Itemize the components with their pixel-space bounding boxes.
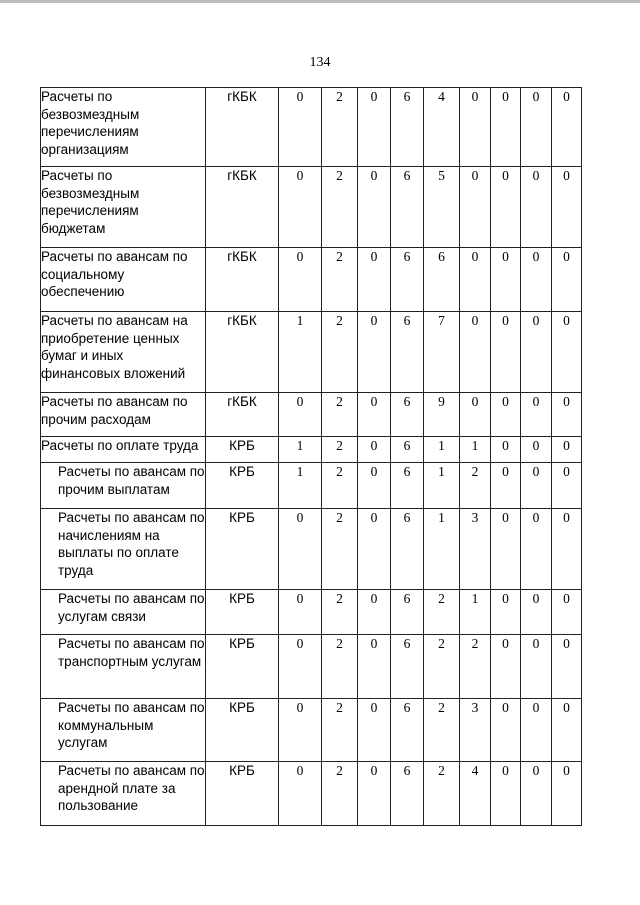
code-digit: 0 xyxy=(358,762,391,826)
code-digit: 0 xyxy=(279,699,322,762)
code-digit: 6 xyxy=(391,509,424,590)
code-digit: 6 xyxy=(391,248,424,312)
code-digit: 3 xyxy=(460,509,491,590)
code-digit: 0 xyxy=(358,509,391,590)
code-digit: 0 xyxy=(521,167,552,248)
code-digit: 0 xyxy=(279,762,322,826)
code-digit: 0 xyxy=(491,167,521,248)
table-row xyxy=(41,437,582,463)
row-code: КРБ xyxy=(206,635,279,699)
code-digit: 2 xyxy=(322,590,358,635)
code-digit: 4 xyxy=(460,762,491,826)
code-digit: 1 xyxy=(279,463,322,509)
code-digit: 6 xyxy=(391,762,424,826)
code-digit: 0 xyxy=(521,699,552,762)
row-code: КРБ xyxy=(206,509,279,590)
code-digit: 0 xyxy=(358,248,391,312)
code-digit: 9 xyxy=(424,393,460,437)
code-digit: 0 xyxy=(491,393,521,437)
code-digit: 1 xyxy=(460,590,491,635)
row-code: гКБК xyxy=(206,393,279,437)
code-digit: 0 xyxy=(521,312,552,393)
code-digit: 4 xyxy=(424,88,460,167)
code-digit: 0 xyxy=(491,463,521,509)
code-digit: 0 xyxy=(491,88,521,167)
code-digit: 0 xyxy=(552,463,582,509)
code-digit: 0 xyxy=(279,590,322,635)
code-digit: 6 xyxy=(391,312,424,393)
code-digit: 0 xyxy=(460,167,491,248)
code-digit: 0 xyxy=(552,437,582,463)
row-name: Расчеты по авансам по транспортным услугам xyxy=(41,635,206,699)
table-row xyxy=(41,699,582,762)
code-digit: 6 xyxy=(391,437,424,463)
code-digit: 0 xyxy=(552,88,582,167)
table-row xyxy=(41,312,582,393)
code-digit: 2 xyxy=(424,635,460,699)
code-digit: 0 xyxy=(491,590,521,635)
code-digit: 0 xyxy=(552,635,582,699)
code-digit: 1 xyxy=(424,437,460,463)
code-digit: 0 xyxy=(358,590,391,635)
code-digit: 6 xyxy=(391,393,424,437)
code-digit: 0 xyxy=(358,393,391,437)
code-digit: 6 xyxy=(391,635,424,699)
code-digit: 6 xyxy=(391,167,424,248)
code-digit: 0 xyxy=(552,762,582,826)
row-code: КРБ xyxy=(206,437,279,463)
code-digit: 0 xyxy=(358,635,391,699)
row-code: КРБ xyxy=(206,463,279,509)
code-digit: 0 xyxy=(279,393,322,437)
row-code: КРБ xyxy=(206,699,279,762)
table-row xyxy=(41,167,582,248)
row-name: Расчеты по безвозмездным перечислениям организациям xyxy=(41,88,206,167)
code-digit: 1 xyxy=(424,509,460,590)
row-name: Расчеты по авансам по арендной плате за пользование xyxy=(41,762,206,826)
code-digit: 0 xyxy=(358,88,391,167)
top-scan-border xyxy=(0,0,640,3)
code-digit: 0 xyxy=(552,590,582,635)
code-digit: 2 xyxy=(322,635,358,699)
table-row xyxy=(41,590,582,635)
code-digit: 6 xyxy=(391,463,424,509)
row-name: Расчеты по безвозмездным перечислениям бюджетам xyxy=(41,167,206,248)
row-name: Расчеты по авансам по услугам связи xyxy=(41,590,206,635)
code-digit: 2 xyxy=(322,699,358,762)
row-name: Расчеты по авансам по социальному обеспечению xyxy=(41,248,206,312)
code-digit: 0 xyxy=(552,699,582,762)
code-digit: 6 xyxy=(424,248,460,312)
code-digit: 2 xyxy=(322,762,358,826)
code-digit: 0 xyxy=(521,393,552,437)
row-code: гКБК xyxy=(206,312,279,393)
code-digit: 6 xyxy=(391,699,424,762)
code-digit: 0 xyxy=(552,509,582,590)
code-digit: 2 xyxy=(322,248,358,312)
code-digit: 2 xyxy=(322,437,358,463)
accounts-table xyxy=(40,87,582,826)
code-digit: 0 xyxy=(552,248,582,312)
code-digit: 2 xyxy=(322,463,358,509)
code-digit: 0 xyxy=(279,167,322,248)
code-digit: 0 xyxy=(521,248,552,312)
code-digit: 2 xyxy=(424,762,460,826)
code-digit: 0 xyxy=(552,393,582,437)
table-row xyxy=(41,88,582,167)
row-code: КРБ xyxy=(206,762,279,826)
code-digit: 0 xyxy=(358,312,391,393)
code-digit: 0 xyxy=(460,88,491,167)
row-name: Расчеты по авансам по начислениям на выплаты по оплате труда xyxy=(41,509,206,590)
page-number: 134 xyxy=(309,55,331,70)
code-digit: 0 xyxy=(521,762,552,826)
code-digit: 0 xyxy=(279,509,322,590)
code-digit: 2 xyxy=(424,590,460,635)
code-digit: 3 xyxy=(460,699,491,762)
code-digit: 6 xyxy=(391,88,424,167)
code-digit: 0 xyxy=(491,312,521,393)
code-digit: 1 xyxy=(279,437,322,463)
row-code: гКБК xyxy=(206,248,279,312)
code-digit: 0 xyxy=(279,88,322,167)
code-digit: 0 xyxy=(491,437,521,463)
code-digit: 0 xyxy=(358,437,391,463)
row-code: КРБ xyxy=(206,590,279,635)
code-digit: 0 xyxy=(279,635,322,699)
code-digit: 0 xyxy=(521,509,552,590)
code-digit: 2 xyxy=(322,88,358,167)
code-digit: 0 xyxy=(491,699,521,762)
row-name: Расчеты по авансам по прочим выплатам xyxy=(41,463,206,509)
code-digit: 0 xyxy=(521,635,552,699)
code-digit: 0 xyxy=(552,167,582,248)
code-digit: 2 xyxy=(322,312,358,393)
code-digit: 0 xyxy=(358,463,391,509)
code-digit: 1 xyxy=(279,312,322,393)
code-digit: 0 xyxy=(521,463,552,509)
code-digit: 0 xyxy=(521,437,552,463)
row-code: гКБК xyxy=(206,167,279,248)
table-row xyxy=(41,463,582,509)
table-row xyxy=(41,762,582,826)
code-digit: 0 xyxy=(279,248,322,312)
code-digit: 5 xyxy=(424,167,460,248)
code-digit: 0 xyxy=(491,762,521,826)
code-digit: 0 xyxy=(358,167,391,248)
code-digit: 2 xyxy=(460,463,491,509)
table-row xyxy=(41,393,582,437)
code-digit: 0 xyxy=(491,635,521,699)
table-row xyxy=(41,509,582,590)
code-digit: 6 xyxy=(391,590,424,635)
code-digit: 0 xyxy=(491,509,521,590)
table-row xyxy=(41,635,582,699)
row-name: Расчеты по авансам по коммунальным услугам xyxy=(41,699,206,762)
code-digit: 1 xyxy=(460,437,491,463)
row-name: Расчеты по авансам на приобретение ценных бумаг и иных финансовых вложений xyxy=(41,312,206,393)
code-digit: 0 xyxy=(460,312,491,393)
row-name: Расчеты по оплате труда xyxy=(41,437,206,463)
table-row xyxy=(41,248,582,312)
code-digit: 2 xyxy=(460,635,491,699)
row-name: Расчеты по авансам по прочим расходам xyxy=(41,393,206,437)
code-digit: 0 xyxy=(460,393,491,437)
code-digit: 0 xyxy=(521,590,552,635)
code-digit: 2 xyxy=(322,393,358,437)
code-digit: 0 xyxy=(358,699,391,762)
code-digit: 0 xyxy=(552,312,582,393)
code-digit: 2 xyxy=(322,167,358,248)
code-digit: 0 xyxy=(460,248,491,312)
code-digit: 0 xyxy=(521,88,552,167)
code-digit: 2 xyxy=(424,699,460,762)
code-digit: 0 xyxy=(491,248,521,312)
code-digit: 2 xyxy=(322,509,358,590)
code-digit: 7 xyxy=(424,312,460,393)
code-digit: 1 xyxy=(424,463,460,509)
row-code: гКБК xyxy=(206,88,279,167)
